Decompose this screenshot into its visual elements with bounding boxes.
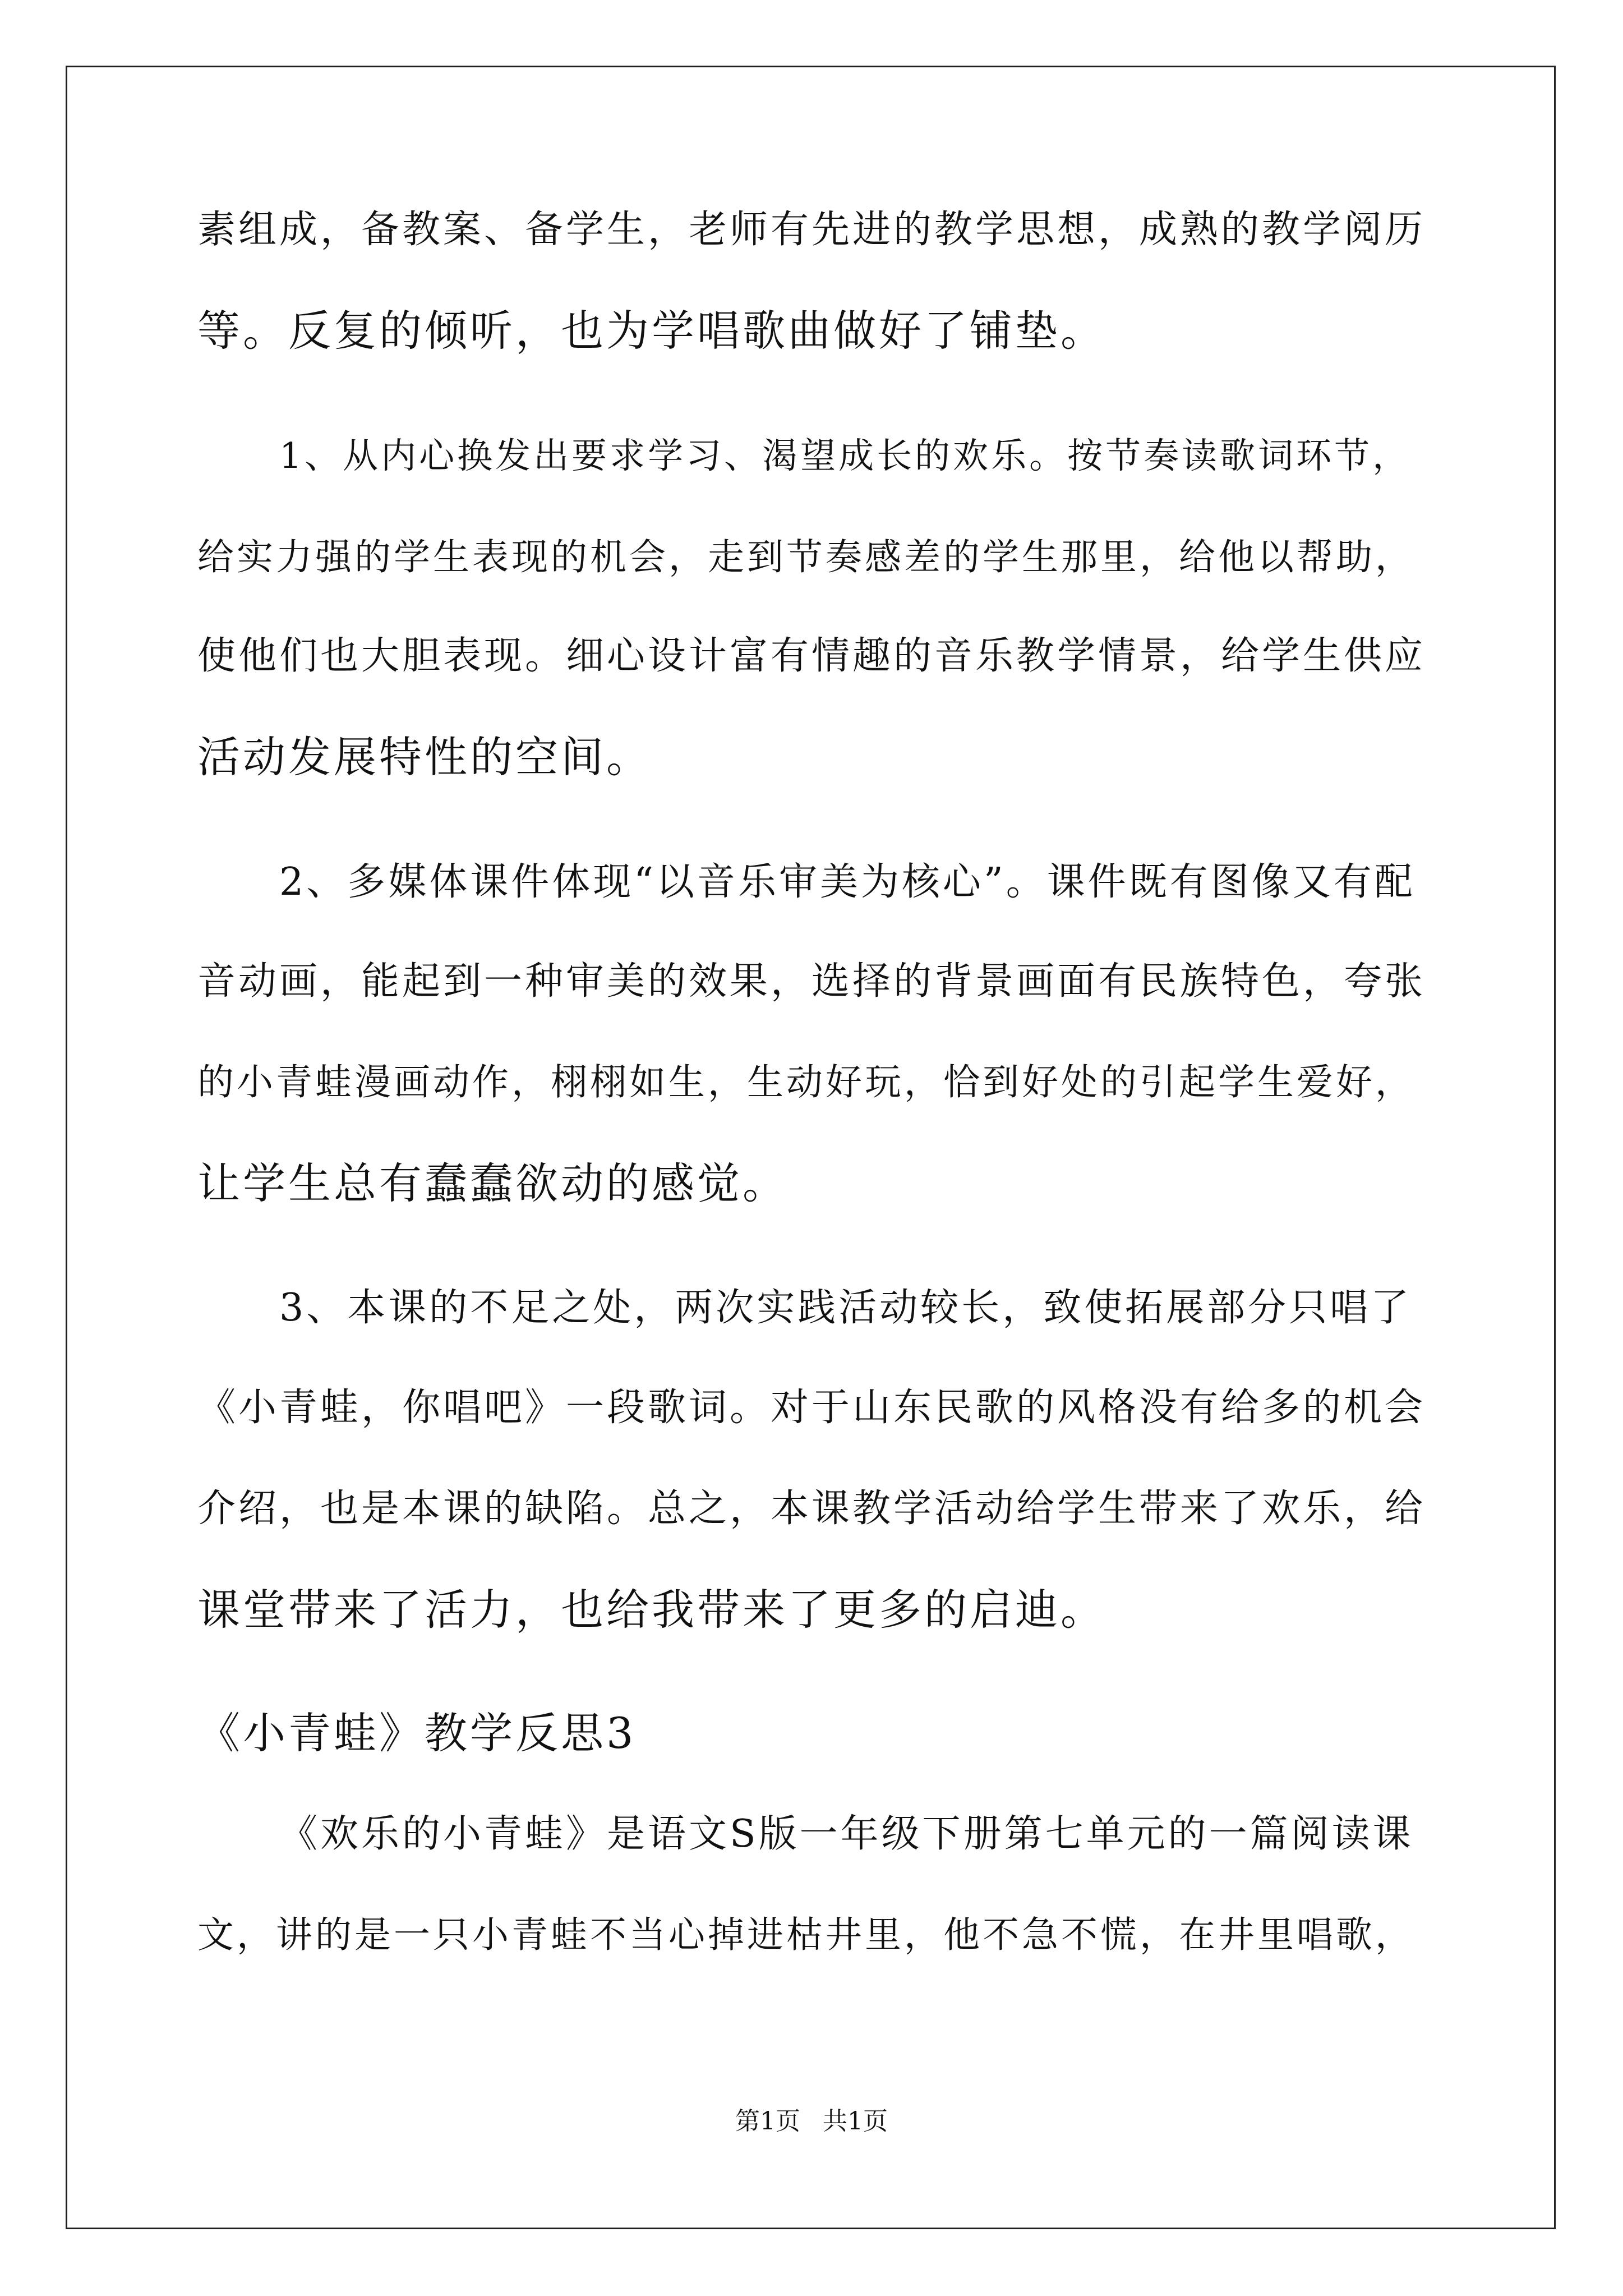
paragraph-4-start: 《欢乐的小青蛙》是语文S版一年级下册第七单元的一篇阅读课 [279,1812,1414,1856]
text-line: 的小青蛙漫画动作，栩栩如生，生动好玩，恰到好处的引起学生爱好， [197,1061,1415,1103]
page-total: 共1页 [823,2107,888,2136]
text-line: 素组成，备教案、备学生，老师有先进的教学思想，成熟的教学阅历 [197,208,1426,252]
paragraph-2-start: 2、多媒体课件体现“以音乐审美为核心”。课件既有图像又有配 [279,860,1415,904]
text-line: 课堂带来了活力，也给我带来了更多的启迪。 [197,1585,1106,1635]
text-line: 活动发展特性的空间。 [197,732,652,782]
page-number: 第1页 [735,2107,800,2136]
text-line: 介绍，也是本课的缺陷。总之，本课教学活动给学生带来了欢乐，给 [197,1487,1426,1531]
section-heading: 《小青蛙》教学反思3 [197,1708,637,1758]
paragraph-3-start: 3、本课的不足之处，两次实践活动较长，致使拓展部分只唱了 [279,1286,1412,1330]
paragraph-1-start: 1、从内心换发出要求学习、渴望成长的欢乐。按节奏读歌词环节， [279,435,1411,476]
text-line: 等。反复的倾听，也为学唱歌曲做好了铺垫。 [197,306,1106,356]
text-line: 使他们也大胆表现。细心设计富有情趣的音乐教学情景，给学生供应 [197,634,1426,678]
text-line: 《小青蛙，你唱吧》一段歌词。对于山东民歌的风格没有给多的机会 [197,1386,1426,1430]
page-footer [0,2105,1623,2138]
text-line: 让学生总有蠢蠢欲动的感觉。 [197,1158,788,1208]
page-border [66,66,1556,2229]
text-line: 文，讲的是一只小青蛙不当心掉进枯井里，他不急不慌，在井里唱歌， [197,1914,1415,1956]
text-line: 给实力强的学生表现的机会，走到节奏感差的学生那里，给他以帮助， [197,536,1415,578]
text-line: 音动画，能起到一种审美的效果，选择的背景画面有民族特色，夸张 [197,959,1426,1004]
